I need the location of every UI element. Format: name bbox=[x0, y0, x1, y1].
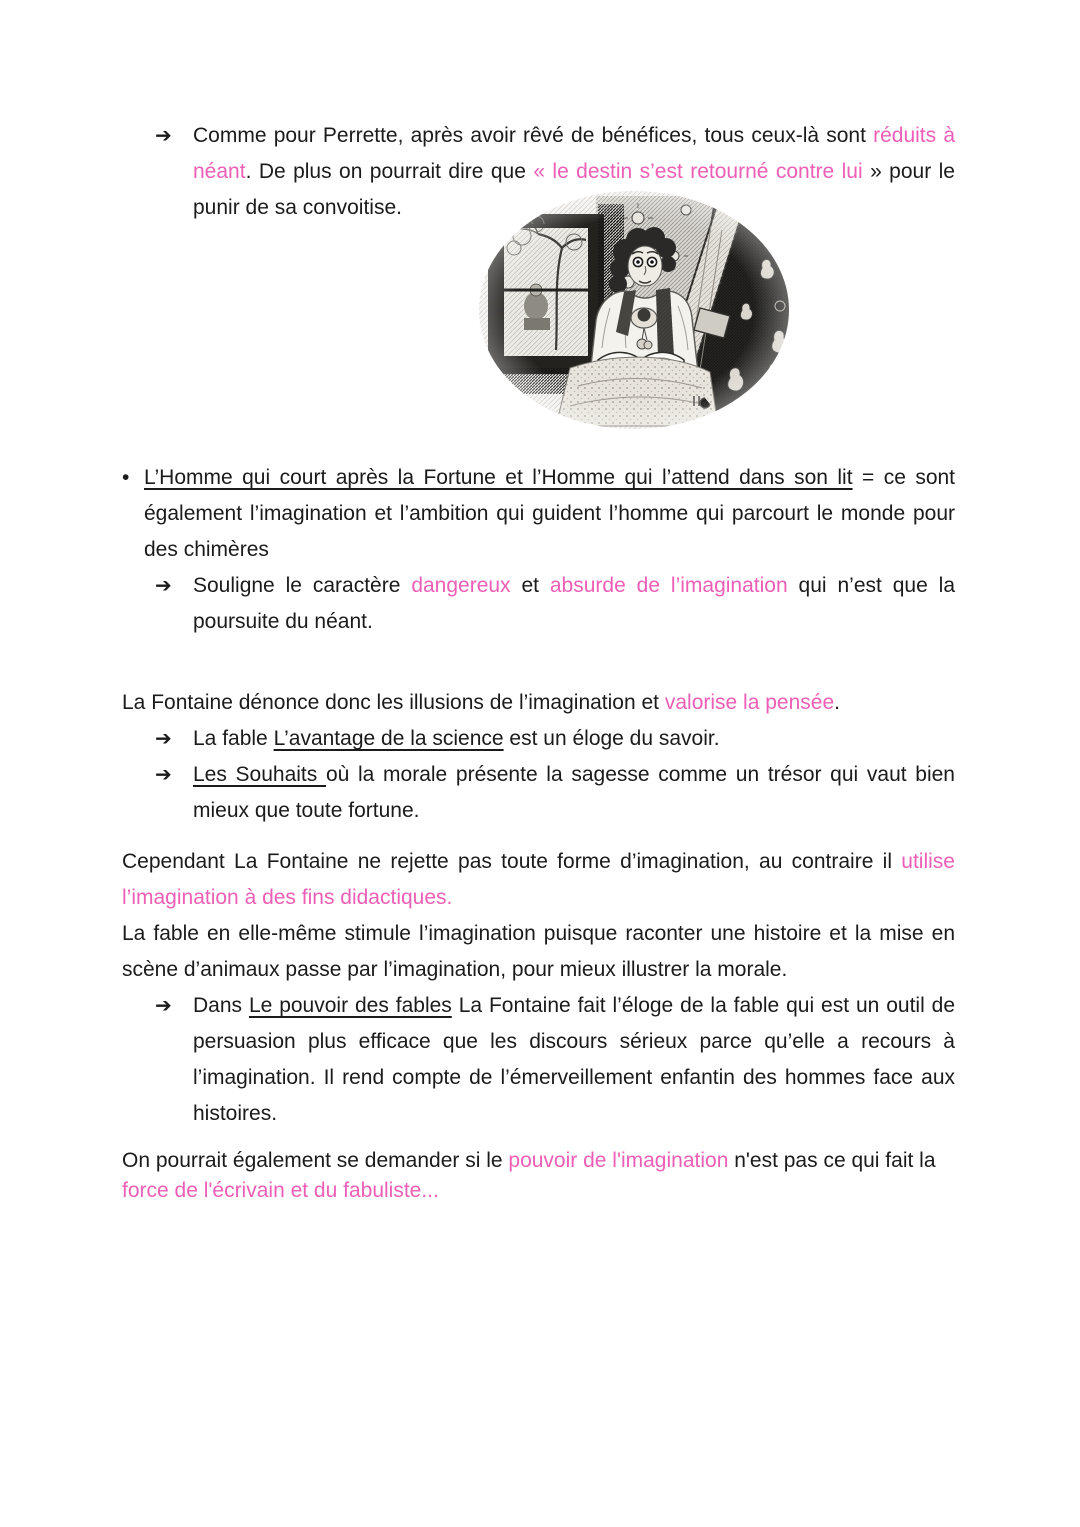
arrow-item-les-souhaits bbox=[122, 757, 955, 829]
text-segment: où la morale présente la sagesse comme un trésor qui vaut bien mieux que toute fortune. bbox=[193, 763, 955, 822]
vignette bbox=[478, 190, 790, 430]
arrow-icon: ➔ bbox=[155, 728, 172, 750]
arrow-icon: ➔ bbox=[155, 995, 172, 1017]
text-segment: qui n’est que la poursuite du néant. bbox=[193, 574, 956, 633]
fable-title: Les Souhaits bbox=[193, 763, 326, 786]
paragraph-avantage-science bbox=[193, 721, 955, 757]
text-segment: . De plus on pourrait dire que bbox=[245, 160, 534, 183]
highlighted-text: « le destin s’est retourné contre lui bbox=[533, 160, 871, 183]
paragraph-cependant bbox=[122, 844, 955, 916]
arrow-icon: ➔ bbox=[155, 575, 172, 597]
text-segment: Dans bbox=[193, 994, 249, 1017]
text-segment: La fable en elle-même stimule l’imagination puisque raconter une histoire et la mise en scène d’animaux passe par l’imagination, pour mieux illustrer la morale. bbox=[122, 922, 955, 981]
text-segment: . bbox=[834, 691, 840, 714]
text-segment: et bbox=[510, 574, 550, 597]
text-segment: Cependant La Fontaine ne rejette pas toute forme d’imagination, au contraire il bbox=[122, 850, 902, 873]
text-segment: » pour le punir de sa convoitise. bbox=[193, 160, 955, 219]
bullet-icon: • bbox=[122, 466, 130, 489]
text-segment: n'est pas ce qui fait la bbox=[728, 1149, 936, 1172]
fable-title: Le pouvoir des fables bbox=[248, 994, 452, 1017]
paragraph-fortune bbox=[144, 460, 955, 568]
paragraph-stimule bbox=[122, 916, 955, 988]
fable-title: L’Homme qui court après la Fortune et l’Homme qui l’attend dans son lit bbox=[144, 466, 853, 489]
paragraph-les-souhaits bbox=[193, 757, 955, 829]
arrow-item-souligne bbox=[122, 568, 955, 640]
text-segment: La Fontaine dénonce donc les illusions de l’imagination et bbox=[122, 691, 665, 714]
highlighted-text: pouvoir de l'imagination bbox=[508, 1149, 729, 1172]
fable-title: L’avantage de la science bbox=[273, 727, 504, 750]
arrow-item-avantage-science bbox=[122, 721, 955, 757]
text-segment: On pourrait également se demander si le bbox=[122, 1149, 509, 1172]
highlighted-text: utilise l’imagination à des fins didactiques. bbox=[122, 850, 955, 909]
arrow-icon: ➔ bbox=[155, 764, 172, 786]
highlighted-text: réduits à néant bbox=[193, 124, 955, 183]
highlighted-text: dangereux bbox=[411, 574, 511, 597]
highlighted-text: force de l'écrivain et du fabuliste... bbox=[122, 1179, 439, 1202]
fable-illustration bbox=[478, 190, 790, 430]
text-segment: est un éloge du savoir. bbox=[503, 727, 720, 750]
text-segment: La Fontaine fait l’éloge de la fable qui est un outil de persuasion plus efficace que les discours sérieux parce qu’elle a recours à l’imagination. Il rend compte de l’émerveillement enfantin des hommes face aux histoires. bbox=[193, 994, 956, 1125]
text-segment: La fable bbox=[193, 727, 274, 750]
paragraph-conclusion bbox=[122, 1146, 955, 1206]
highlighted-text: valorise la pensée bbox=[664, 691, 835, 714]
paragraph-denonce bbox=[122, 685, 955, 721]
bullet-item-fortune bbox=[122, 460, 955, 568]
figure-band bbox=[122, 226, 955, 460]
highlighted-text: absurde de l’imagination bbox=[549, 574, 788, 597]
text-segment: = ce sont également l’imagination et l’ambition qui guident l’homme qui parcourt le monde pour des chimères bbox=[144, 466, 956, 561]
arrow-icon: ➔ bbox=[155, 125, 172, 147]
paragraph-pouvoir-fables bbox=[193, 988, 955, 1132]
arrow-item-pouvoir-fables bbox=[122, 988, 955, 1132]
paragraph-souligne bbox=[193, 568, 955, 640]
text-segment: Comme pour Perrette, après avoir rêvé de bénéfices, tous ceux-là sont bbox=[193, 124, 874, 147]
text-segment: Souligne le caractère bbox=[193, 574, 412, 597]
